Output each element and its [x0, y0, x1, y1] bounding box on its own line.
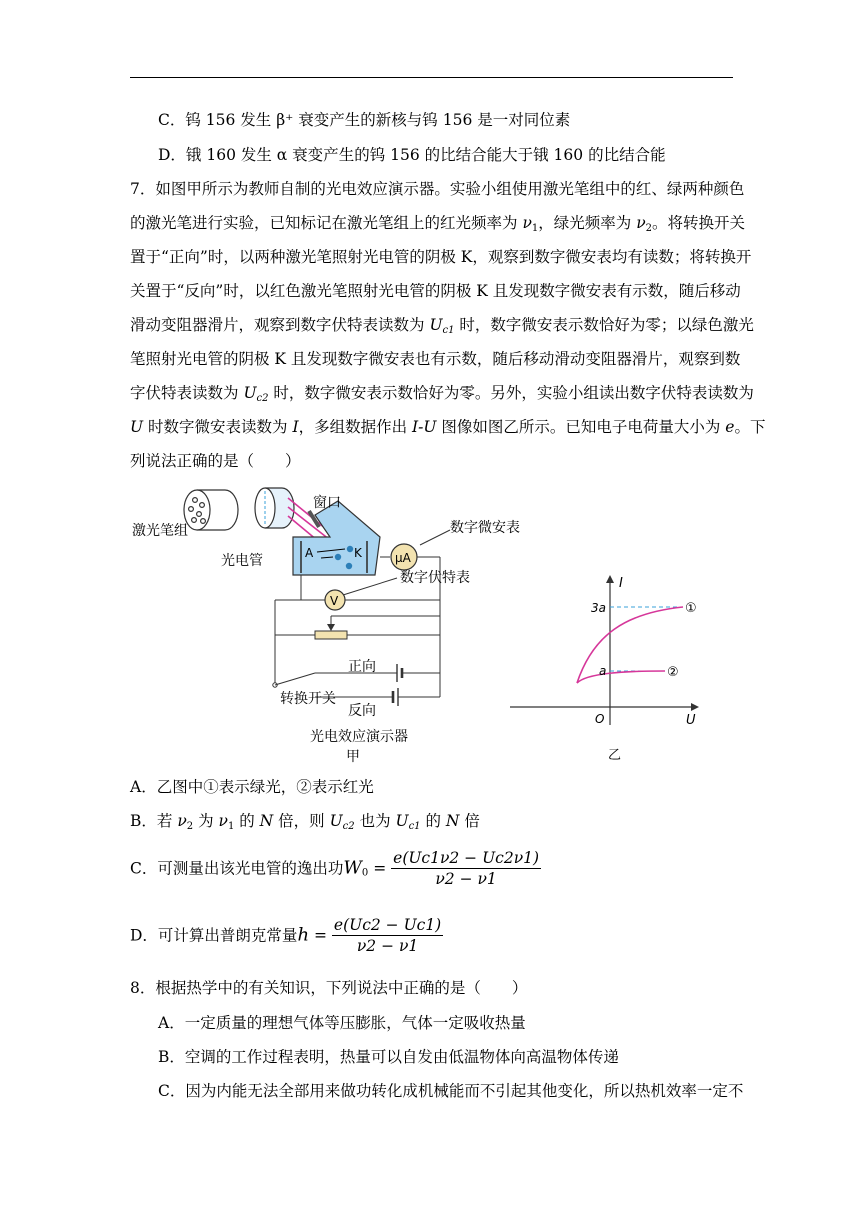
q7-line-8: U 时数字微安表读数为 I，多组数据作出 I-U 图像如图乙所示。已知电子电荷量大小为 e。下 [130, 418, 766, 436]
q7-line-7: 字伏特表读数为 $U_{c2}$ 时，数字微安表示数恰好为零。另外，实验小组读出数字伏特表读数为 [130, 384, 754, 404]
x-axis-label: U [686, 713, 696, 728]
reverse-label: 反向 [348, 703, 376, 719]
curve-2-label: ② [667, 665, 679, 680]
y-axis-label: I [619, 576, 623, 591]
microammeter-symbol: μA [395, 551, 411, 565]
figure-photoelectric-demo [125, 475, 465, 765]
microammeter-label: 数字微安表 [450, 520, 520, 536]
figure-a-sublabel: 甲 [346, 749, 360, 765]
voltmeter-symbol: V [330, 594, 339, 608]
q7-option-b: B．若 $\nu_2$ 为 $\nu_1$ 的 N 倍，则 $U_{c2}$ 也为 $U_{c1}$ 的 N 倍 [130, 812, 480, 832]
q7-line-2: 的激光笔进行实验，已知标记在激光笔组上的红光频率为 $\nu_1$，绿光频率为 $\nu_2$。将转换开关 [130, 214, 746, 234]
anode-label: A [305, 546, 314, 560]
q8-option-b: B．空调的工作过程表明，热量可以自发由低温物体向高温物体传递 [158, 1048, 619, 1066]
voltmeter-label: 数字伏特表 [400, 570, 470, 586]
laser-group-label: 激光笔组 [132, 523, 188, 539]
curve-1-label: ① [685, 601, 697, 616]
q8-stem: 8．根据热学中的有关知识，下列说法中正确的是（ ） [130, 979, 528, 997]
figure-b-caption: 乙 [608, 748, 622, 763]
figure-a-caption: 光电效应演示器 [310, 729, 408, 745]
q7-option-c: C．可测量出该光电管的逸出功$W_0$ = $\frac{e(Uc1\nu 2 - Uc2\nu 1)}{\nu 2 - \nu 1}$ [130, 849, 540, 888]
figure-iu-graph [505, 565, 710, 765]
q7-line-9: 列说法正确的是（ ） [130, 452, 301, 470]
w0-fraction: $\frac{e(Uc1\nu 2 - Uc2\nu 1)}{\nu 2 - \nu 1}$ [393, 849, 540, 888]
q7-line-1: 7．如图甲所示为教师自制的光电效应演示器。实验小组使用激光笔组中的红、绿两种颜色 [130, 180, 745, 198]
q7-option-d: D．可计算出普朗克常量h = $\frac{e(Uc2 - Uc1)}{\nu 2 - \nu 1}$ [130, 916, 442, 955]
h-fraction: $\frac{e(Uc2 - Uc1)}{\nu 2 - \nu 1}$ [333, 916, 442, 955]
origin-label: O [595, 712, 605, 726]
curve-2 [577, 671, 665, 683]
q7-line-3: 置于“正向”时，以两种激光笔照射光电管的阴极 K，观察到数字微安表均有读数；将转换开 [130, 248, 752, 266]
q7-line-5: 滑动变阻器滑片，观察到数字伏特表读数为 $U_{c1}$ 时，数字微安表示数恰好为零；以绿色激光 [130, 316, 754, 336]
tick-3a: 3a [591, 601, 606, 615]
prev-option-d: D．锇 160 发生 α 衰变产生的钨 156 的比结合能大于锇 160 的比结合能 [158, 146, 666, 164]
q7-option-a: A．乙图中①表示绿光，②表示红光 [130, 778, 374, 796]
q8-option-a: A．一定质量的理想气体等压膨胀，气体一定吸收热量 [158, 1014, 526, 1032]
rheostat-icon [315, 631, 347, 639]
prev-option-c: C．钨 156 发生 β⁺ 衰变产生的新核与钨 156 是一对同位素 [158, 111, 571, 129]
window-label: 窗口 [313, 495, 341, 511]
laser-pen-group-icon [184, 490, 238, 530]
q7-line-4: 关置于“反向”时，以红色激光笔照射光电管的阴极 K 且发现数字微安表有示数，随后移动 [130, 282, 741, 300]
forward-label: 正向 [348, 659, 376, 675]
q7-line-6: 笔照射光电管的阴极 K 且发现数字微安表也有示数，随后移动滑动变阻器滑片，观察到数 [130, 350, 741, 368]
q8-option-c: C．因为内能无法全部用来做功转化成机械能而不引起其他变化，所以热机效率一定不 [158, 1082, 744, 1100]
cathode-label: K [354, 546, 362, 560]
header-rule [130, 77, 733, 78]
switch-label: 转换开关 [280, 691, 336, 707]
phototube-label: 光电管 [221, 553, 263, 569]
tick-a: a [599, 664, 607, 678]
